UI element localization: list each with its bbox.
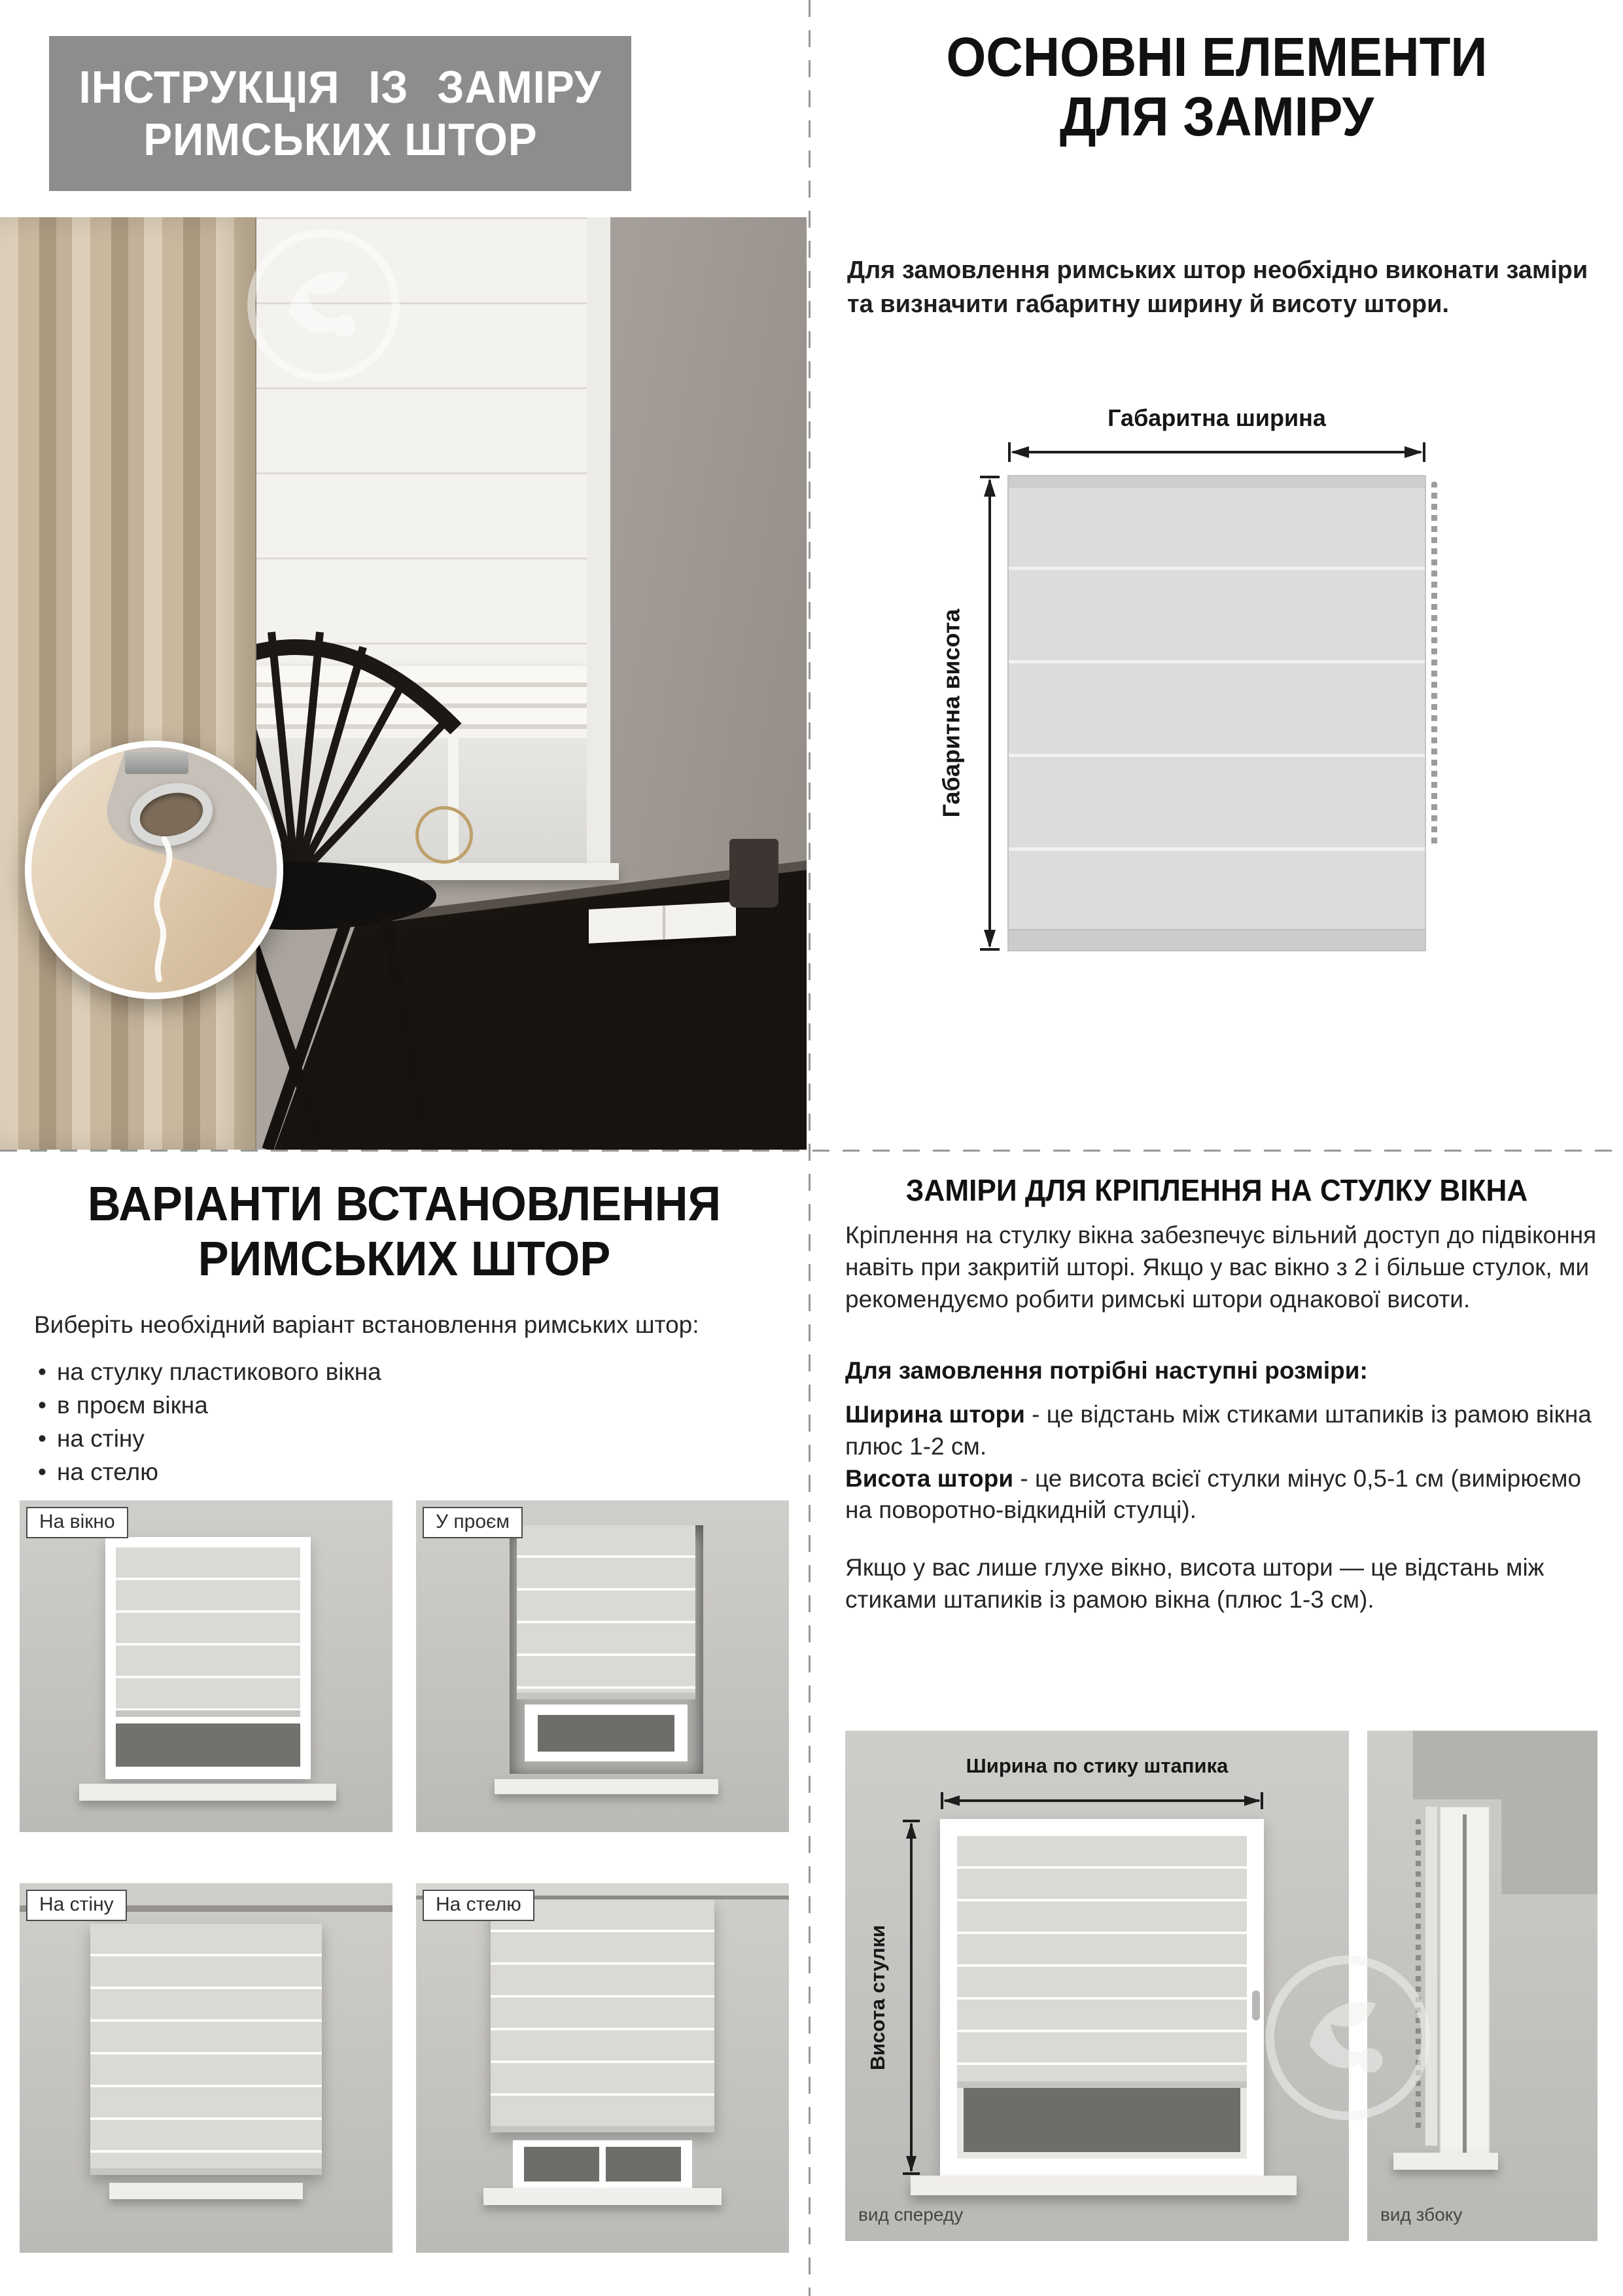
variants-title-line1: ВАРІАНТИ ВСТАНОВЛЕННЯ	[87, 1176, 722, 1231]
brand-watermark-icon	[1261, 1951, 1435, 2125]
vertical-dashed-divider	[809, 0, 811, 2296]
variant-on-ceiling-label: На стелю	[423, 1890, 534, 1921]
variant-in-opening-label: У проєм	[423, 1507, 523, 1538]
illustration-recess	[510, 1525, 703, 1774]
variant-in-opening-illustration	[416, 1500, 789, 1832]
blind-illustration	[1007, 475, 1426, 951]
overall-height-label: Габаритна висота	[937, 609, 965, 818]
size-definitions	[845, 1399, 1599, 1527]
mount-option-ceiling: • на стелю	[38, 1458, 790, 1486]
overall-size-diagram	[937, 404, 1531, 987]
window-handle	[1252, 1990, 1260, 2021]
bead-width-arrow	[940, 1791, 1264, 1810]
variant-in-opening	[416, 1500, 789, 1832]
overall-width-label: Габаритна ширина	[1108, 404, 1326, 431]
main-elements-title-line2: ДЛЯ ЗАМІРУ	[1059, 85, 1374, 147]
blind-chain	[1431, 482, 1437, 848]
front-view-blind	[957, 1836, 1247, 2088]
variant-on-window-label: На вікно	[26, 1507, 128, 1538]
overall-height-label-wrap	[933, 475, 969, 951]
main-elements-intro: Для замовлення римських штор необхідно виконати заміри та визначити габаритну ширину й висоту штори.	[847, 256, 1588, 318]
brand-watermark-icon	[243, 225, 404, 385]
overall-width-arrow	[1007, 441, 1426, 463]
sash-measure-title: ЗАМІРИ ДЛЯ КРІПЛЕННЯ НА СТУЛКУ ВІКНА	[905, 1173, 1528, 1207]
front-view-window	[940, 1819, 1264, 2176]
mount-option-sash: • на стулку пластикового вікна	[38, 1358, 790, 1386]
sheet-title-line2: РИМСЬКИХ ШТОР	[143, 113, 538, 165]
overall-height-arrow	[979, 475, 1001, 951]
sash-height-label-wrap	[860, 1819, 896, 2176]
variants-title	[20, 1176, 788, 1287]
main-elements-title	[858, 27, 1575, 146]
photo-wall-right	[610, 217, 807, 879]
curtain-cord	[105, 836, 216, 983]
sheet-title-banner	[49, 36, 631, 191]
mount-option-wall: • на стіну	[38, 1425, 790, 1453]
variant-on-wall	[20, 1883, 393, 2253]
bead-width-label: Ширина по стику штапика	[966, 1754, 1229, 1777]
variant-on-window	[20, 1500, 393, 1832]
sash-height-arrow	[901, 1819, 921, 2176]
illustration-window	[525, 1704, 688, 1761]
required-sizes-heading: Для замовлення потрібні наступні розміри:	[845, 1357, 1368, 1384]
blind-seams	[1009, 476, 1425, 950]
illustration-blind	[491, 1899, 714, 2132]
shade-width-term: Ширина штори	[845, 1401, 1025, 1428]
variants-intro: Виберіть необхідний варіант встановлення римських штор:	[34, 1311, 699, 1338]
side-view-sill	[1393, 2153, 1498, 2170]
fixed-window-note: Якщо у вас лише глухе вікно, висота штори — це відстань між стиками штапиків із рамою вікна (плюс 1-3 см).	[845, 1554, 1544, 1613]
photo-window-frame	[587, 217, 610, 872]
shade-width-definition	[845, 1399, 1599, 1463]
front-view-sill	[911, 2176, 1297, 2195]
sash-measure-paragraph: Кріплення на стулку вікна забезпечує вільний доступ до підвіконня навіть при закритій шторі. Якщо у вас вікно з 2 і більше стулок, ми рекомендуємо робити римські штори однакової висоти.	[845, 1222, 1597, 1313]
mount-option-opening: • в проєм вікна	[38, 1392, 790, 1419]
illustration-blind	[517, 1525, 695, 1699]
horizontal-dashed-divider	[0, 1150, 1623, 1152]
variant-on-ceiling-illustration	[416, 1883, 789, 2253]
mount-options-list	[38, 1358, 790, 1492]
shade-width-text: - це відстань між стиками штапиків із рамою вікна плюс 1-2 см.	[845, 1401, 1592, 1460]
sheet-title-line1: ІНСТРУКЦІЯ ІЗ ЗАМІРУ	[79, 61, 602, 113]
shade-height-text: - це висота всієї стулки мінус 0,5-1 см (вимірюємо на поворотно-відкидній стулці).	[845, 1464, 1582, 1524]
variant-on-wall-illustration	[20, 1883, 393, 2253]
illustration-sill	[109, 2183, 303, 2199]
illustration-glass	[116, 1723, 300, 1767]
illustration-window	[105, 1537, 311, 1779]
side-view-window-profile	[1439, 1806, 1490, 2169]
variant-on-ceiling	[416, 1883, 789, 2253]
sash-height-label: Висота стулки	[866, 1924, 889, 2070]
variant-on-wall-label: На стіну	[26, 1890, 127, 1921]
illustration-sill	[483, 2188, 722, 2204]
illustration-blind	[90, 1924, 321, 2175]
variant-on-window-illustration	[20, 1500, 393, 1832]
photo-curtain	[0, 217, 256, 1150]
variants-title-line2: РИМСЬКИХ ШТОР	[198, 1231, 611, 1286]
side-view-caption: вид збоку	[1380, 2204, 1463, 2225]
front-view-caption: вид спереду	[858, 2204, 964, 2225]
illustration-blind	[116, 1547, 300, 1717]
illustration-window	[513, 2140, 692, 2188]
shade-height-definition	[845, 1463, 1599, 1527]
photo-pencil-cup	[729, 839, 778, 908]
illustration-sill	[79, 1784, 336, 1800]
shade-height-term: Висота штори	[845, 1464, 1014, 1492]
illustration-sill	[495, 1779, 718, 1794]
grommet-detail-inset	[25, 741, 283, 999]
main-elements-title-line1: ОСНОВНІ ЕЛЕМЕНТИ	[946, 26, 1488, 88]
curtain-bracket	[125, 752, 189, 775]
room-photo	[0, 217, 807, 1150]
